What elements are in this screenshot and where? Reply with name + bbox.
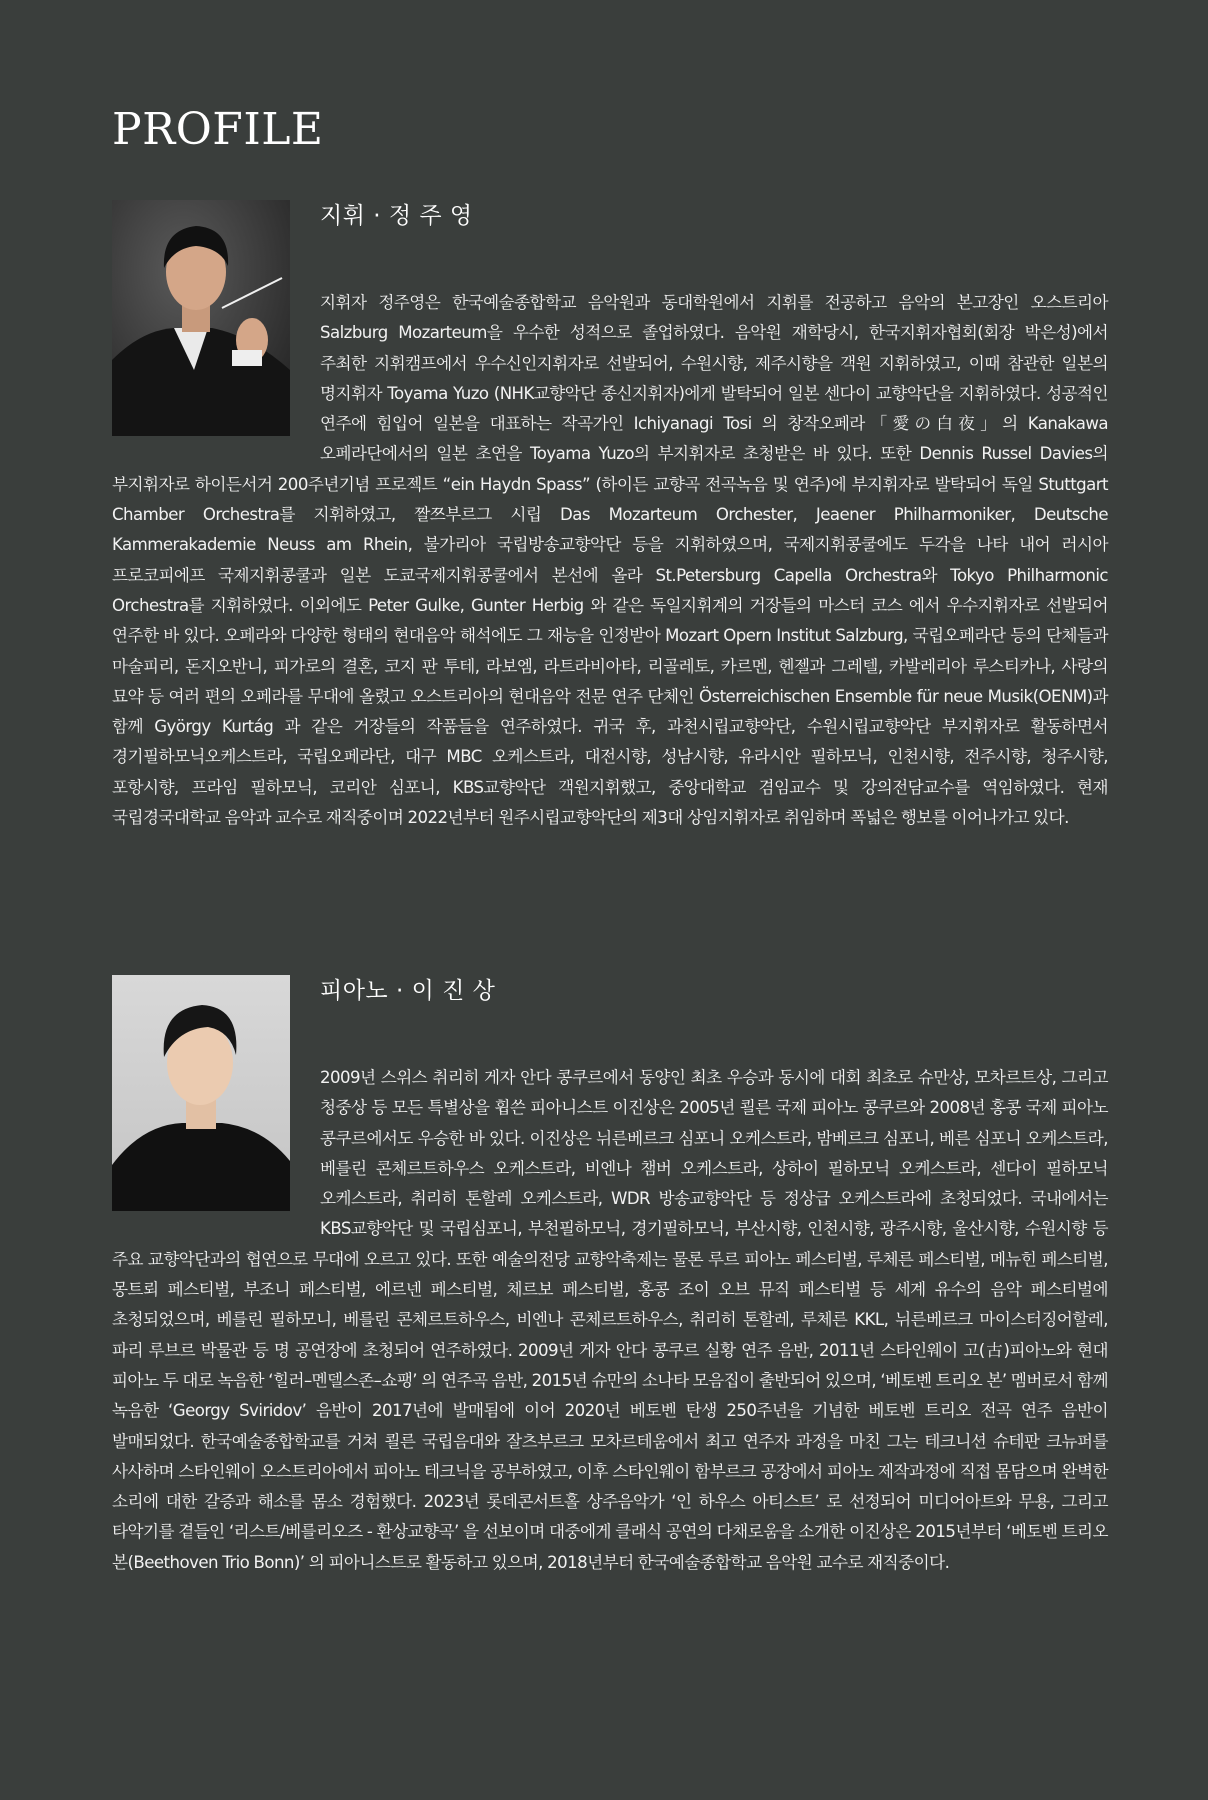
pianist-profile [112, 975, 1108, 1578]
conductor-portrait [112, 200, 290, 436]
profile-heading: 지휘 · 정 주 영 [320, 203, 473, 229]
pianist-portrait [112, 975, 290, 1211]
profile-bio: 지휘자 정주영은 한국예술종합학교 음악원과 동대학원에서 지휘를 전공하고 음악의 본고장인 오스트리아 Salzburg Mozarteum을 우수한 성적으로 졸업하였다. 음악원 재학당시, 한국지휘자협회(회장 박은성)에서 주최한 지휘캠프에서 우수신인지휘자로 선발되어, 수원시향, 제주시향을 객원 지휘하였고, 이때 참관한 일본의 명지휘자 Toyama Yuzo (NHK교향악단 종신지휘자)에게 발탁되어 일본 센다이 교향악단을 지휘하였다. 성공적인 연주에 힘입어 일본을 대표하는 작곡가인 Ichiyanagi Tosi 의 창작오페라「愛の白夜」의 Kanakawa 오페라단에서의 일본 초연을 Toyama Yuzo의 부지휘자로 초청받은 바 있다. 또한 Dennis Russel Davies의 부지휘자로 하이든서거 200주년기념 프로젝트 “ein Haydn Spass” (하이든 교향곡 전곡녹음 및 연주)에 부지휘자로 발탁되어 독일 Stuttgart Chamber Orchestra를 지휘하였고, 짤쯔부르그 시립 Das Mozarteum Orchester, Jeaener Philharmoniker, Deutsche Kammerakademie Neuss am Rhein, 불가리아 국립방송교향악단 등을 지휘하였으며, 국제지휘콩쿨에도 두각을 나타 내어 러시아 프로코피에프 국제지휘콩쿨과 일본 도쿄국제지휘콩쿨에서 본선에 올라 St.Petersburg Capella Orchestra와 Tokyo Philharmonic Orchestra를 지휘하였다. 이외에도 Peter Gulke, Gunter Herbig 와 같은 독일지휘계의 거장들의 마스터 코스 에서 우수지휘자로 선발되어 연주한 바 있다. 오페라와 다양한 형태의 현대음악 해석에도 그 재능을 인정받아 Mozart Opern Institut Salzburg, 국립오페라단 등의 단체들과 마술피리, 돈지오반니, 피가로의 결혼, 코지 판 투테, 라보엠, 라트라비아타, 리골레토, 카르멘, 헨젤과 그레텔, 카발레리아 루스티카나, 사랑의 묘약 등 여러 편의 오페라를 무대에 올렸고 오스트리아의 현대음악 전문 연주 단체인 Österreichischen Ensemble für neue Musik(OENM)과 함께 György Kurtág 과 같은 거장들의 작품들을 연주하였다. 귀국 후, 과천시립교향악단, 수원시립교향악단 부지휘자로 활동하면서 경기필하모닉오케스트라, 국립오페라단, 대구 MBC 오케스트라, 대전시향, 성남시향, 유라시안 필하모닉, 인천시향, 전주시향, 청주시향, 포항시향, 프라임 필하모닉, 코리안 심포니, KBS교향악단 객원지휘했고, 중앙대학교 겸임교수 및 강의전담교수를 역임하였다. 현재 국립경국대학교 음악과 교수로 재직중이며 2022년부터 원주시립교향악단의 제3대 상임지휘자로 취임하며 폭넓은 행보를 이어나가고 있다. [112, 293, 1108, 828]
conductor-profile [112, 200, 1108, 833]
profile-bio: 2009년 스위스 취리히 게자 안다 콩쿠르에서 동양인 최초 우승과 동시에 대회 최초로 슈만상, 모차르트상, 그리고 청중상 등 모든 특별상을 휩쓴 피아니스트 이진상은 2005년 쾰른 국제 피아노 콩쿠르와 2008년 홍콩 국제 피아노 콩쿠르에서도 우승한 바 있다. 이진상은 뉘른베르크 심포니 오케스트라, 밤베르크 심포니, 베른 심포니 오케스트라, 베를린 콘체르트하우스 오케스트라, 비엔나 챔버 오케스트라, 상하이 필하모닉 오케스트라, 센다이 필하모닉 오케스트라, 취리히 톤할레 오케스트라, WDR 방송교향악단 등 정상급 오케스트라에 초청되었다. 국내에서는 KBS교향악단 및 국립심포니, 부천필하모닉, 경기필하모닉, 부산시향, 인천시향, 광주시향, 울산시향, 수원시향 등 주요 교향악단과의 협연으로 무대에 오르고 있다. 또한 예술의전당 교향악축제는 물론 루르 피아노 페스티벌, 루체른 페스티벌, 메뉴힌 페스티벌, 몽트뢰 페스티벌, 부조니 페스티벌, 에르넨 페스티벌, 체르보 페스티벌, 홍콩 조이 오브 뮤직 페스티벌 등 세계 유수의 음악 페스티벌에 초청되었으며, 베를린 필하모니, 베를린 콘체르트하우스, 비엔나 콘체르트하우스, 취리히 톤할레, 루체른 KKL, 뉘른베르크 마이스터징어할레, 파리 루브르 박물관 등 명 공연장에 초청되어 연주하였다. 2009년 게자 안다 콩쿠르 실황 연주 음반, 2011년 스타인웨이 고(古)피아노와 현대 피아노 두 대로 녹음한 ‘힐러–멘델스존–쇼팽’ 의 연주곡 음반, 2015년 슈만의 소나타 모음집이 출반되어 있으며, ‘베토벤 트리오 본’ 멤버로서 함께 녹음한 ‘Georgy Sviridov’ 음반이 2017년에 발매됨에 이어 2020년 베토벤 탄생 250주년을 기념한 베토벤 트리오 전곡 연주 음반이 발매되었다. 한국예술종합학교를 거쳐 쾰른 국립음대와 잘츠부르크 모차르테움에서 최고 연주자 과정을 마친 그는 테크니션 슈테판 크뉴퍼를 사사하며 스타인웨이 오스트리아에서 피아노 테크닉을 공부하였고, 이후 스타인웨이 함부르크 공장에서 피아노 제작과정에 직접 몸담으며 완벽한 소리에 대한 갈증과 해소를 몸소 경험했다. 2023년 롯데콘서트홀 상주음악가 ‘인 하우스 아티스트’ 로 선정되어 미디어아트와 무용, 그리고 타악기를 곁들인 ‘리스트/베를리오즈 - 환상교향곡’ 을 선보이며 대중에게 클래식 공연의 다채로움을 소개한 이진상은 2015년부터 ‘베토벤 트리오 본(Beethoven Trio Bonn)’ 의 피아니스트로 활동하고 있으며, 2018년부터 한국예술종합학교 음악원 교수로 재직중이다. [112, 1068, 1108, 1572]
page-title: PROFILE [112, 104, 324, 155]
profile-heading: 피아노 · 이 진 상 [320, 978, 496, 1004]
